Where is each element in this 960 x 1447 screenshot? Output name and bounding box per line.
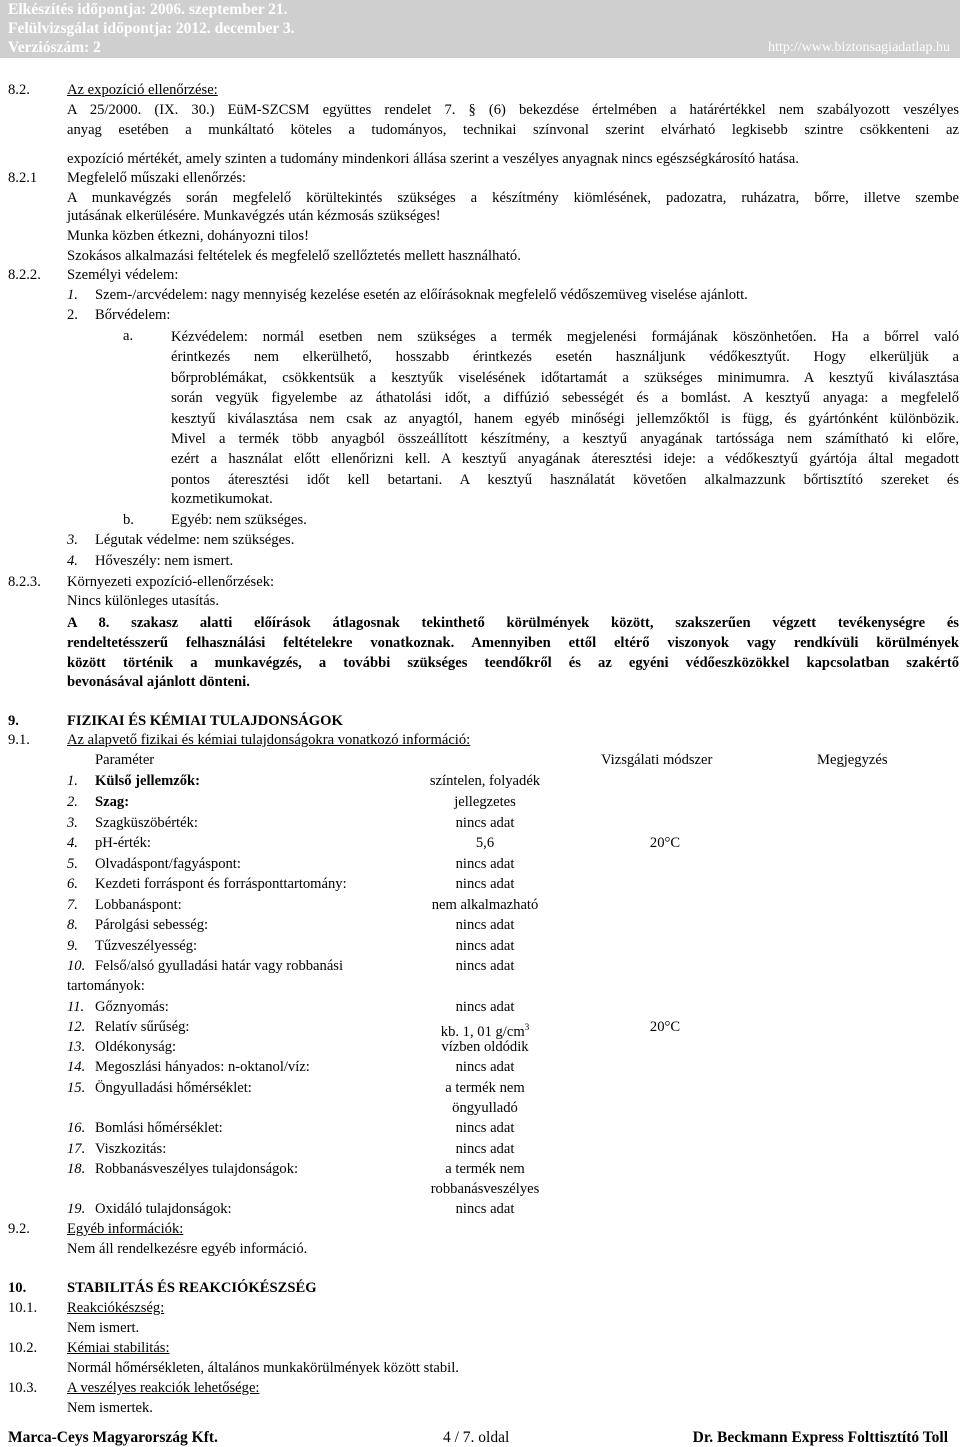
section-title: Megfelelő műszaki ellenőrzés: xyxy=(67,170,247,186)
list-item: Bőrvédelem: xyxy=(95,307,171,323)
property-value xyxy=(380,916,590,935)
paragraph-line: Kézvédelem: normál esetben nem szükséges a termék megjelenési formájának köszönhetően. Ha a bőrrel való xyxy=(171,329,959,345)
section-title: Az expozíció ellenőrzése: xyxy=(67,82,218,98)
property-number: 1. xyxy=(67,773,78,789)
property-value xyxy=(380,1180,590,1199)
property-label: Olvadáspont/fagyáspont: xyxy=(95,856,241,872)
paragraph-line: Nem ismertek. xyxy=(67,1400,153,1416)
property-value xyxy=(380,1058,590,1077)
section-heading: FIZIKAI ÉS KÉMIAI TULAJDONSÁGOK xyxy=(67,713,343,729)
property-label xyxy=(95,772,200,791)
property-label: Relatív sűrűség: xyxy=(95,1019,190,1035)
property-value-text: a termék nem xyxy=(445,1080,525,1096)
property-number: 18. xyxy=(67,1161,86,1177)
page-header xyxy=(0,0,960,58)
property-number: 12. xyxy=(67,1019,86,1035)
section-number: 8.2. xyxy=(8,82,30,98)
property-value-text: a termék nem xyxy=(445,1161,525,1177)
list-number: 4. xyxy=(67,553,78,569)
list-number: 2. xyxy=(67,307,78,323)
paragraph-line: bőrproblémákat, csökkentsük a kesztyűk viselésének időtartamát a szükséges minimumra. A kesztyű kiválasztása xyxy=(171,369,959,386)
property-value-text: nincs adat xyxy=(455,958,515,974)
property-label: Tűzveszélyesség: xyxy=(95,938,198,954)
property-value xyxy=(380,772,590,791)
property-value xyxy=(380,855,590,874)
property-number: 9. xyxy=(67,938,78,954)
section-number: 9.1. xyxy=(8,732,30,748)
property-number: 15. xyxy=(67,1080,86,1096)
section-title: Kémiai stabilitás: xyxy=(67,1340,170,1356)
paragraph-line: Szokásos alkalmazási feltételek és megfelelő szellőztetés mellett használható. xyxy=(67,248,521,264)
property-number: 7. xyxy=(67,897,78,913)
property-number: 13. xyxy=(67,1039,86,1055)
paragraph-line: A munkavégzés során megfelelő körültekintés szükséges a készítmény kiömlésének, padozatra, ruházatra, bőrre, illetve szembe xyxy=(67,190,959,206)
property-method: 20°C xyxy=(649,835,681,851)
property-number: 6. xyxy=(67,876,78,892)
property-value-text: jellegzetes xyxy=(454,794,516,810)
property-value xyxy=(380,896,590,915)
property-value xyxy=(380,1038,590,1057)
section-number: 8.2.1 xyxy=(8,170,38,186)
list-number: 1. xyxy=(67,287,78,303)
property-value-text: nincs adat xyxy=(455,938,515,954)
property-value xyxy=(380,793,590,812)
paragraph-line: expozíció mértékét, amely szinten a tudomány mindenkori állása szerint a veszélyes anyagnak nincs egészségkárosító hatása. xyxy=(67,151,799,167)
paragraph-line: Nem áll rendelkezésre egyéb információ. xyxy=(67,1241,308,1257)
paragraph-line: ezért a használat előtt ellenőrizni kell. A kesztyű anyagának áteresztési ideje: a védőkesztyű gyártója által megadott xyxy=(171,451,959,468)
section-number: 10.1. xyxy=(8,1300,38,1316)
property-value xyxy=(380,1119,590,1138)
property-number: 8. xyxy=(67,917,78,933)
property-number: 16. xyxy=(67,1120,86,1136)
table-header-parameter: Paraméter xyxy=(95,752,155,768)
footer-product: Dr. Beckmann Express Folttisztító Toll xyxy=(692,1429,948,1446)
sublist-item: Egyéb: nem szükséges. xyxy=(171,512,307,528)
property-value-text: 5,6 xyxy=(475,835,495,851)
property-value-text: robbanásveszélyes xyxy=(430,1181,540,1197)
list-number: 3. xyxy=(67,532,78,548)
property-label xyxy=(95,793,129,812)
version-number: Verziószám: 2 xyxy=(8,39,101,56)
property-label: Bomlási hőmérséklet: xyxy=(95,1120,223,1136)
property-value-text: nincs adat xyxy=(455,1201,515,1217)
property-label: Gőznyomás: xyxy=(95,999,169,1015)
section-title: Az alapvető fizikai és kémiai tulajdonságokra vonatkozó információ: xyxy=(67,732,471,748)
section-title: Személyi védelem: xyxy=(67,267,179,283)
source-url: http://www.biztonsagiadatlap.hu xyxy=(768,40,950,55)
paragraph-line: jutásának elkerülésére. Munkavégzés után kézmosás szükséges! xyxy=(67,208,441,224)
section-title: Reakciókészség: xyxy=(67,1300,165,1316)
property-label: Párolgási sebesség: xyxy=(95,917,209,933)
created-date: Elkészítés időpontja: 2006. szeptember 21. xyxy=(8,1,288,18)
section-title: A veszélyes reakciók lehetősége: xyxy=(67,1380,260,1396)
list-item: Szem-/arcvédelem: nagy mennyiség kezelése esetén az előírásoknak megfelelő védőszemüveg viselése ajánlott. xyxy=(95,287,748,303)
property-number: 2. xyxy=(67,794,78,810)
property-value-text: nincs adat xyxy=(455,815,515,831)
bold-paragraph-line: rendeltetésszerű felhasználási feltételekre vonatkoznak. Amennyiben ettől eltérő viszonyok vagy rendkívüli körülmények xyxy=(67,635,959,651)
property-label: Lobbanáspont: xyxy=(95,897,182,913)
paragraph-line: Munka közben étkezni, dohányozni tilos! xyxy=(67,228,309,244)
property-value xyxy=(380,834,590,853)
paragraph-line: anyag esetében a munkáltató köteles a tudományos, technikai színvonal szerint elvárható legkisebb szintre csökkenteni az xyxy=(67,122,959,138)
paragraph-line: érintkezés nem elkerülhető, hosszabb érintkezés esetén használjunk védőkesztyűt. Hogy elkerüljük a xyxy=(171,349,959,366)
paragraph-line: Nem ismert. xyxy=(67,1320,140,1336)
property-label: Robbanásveszélyes tulajdonságok: xyxy=(95,1161,299,1177)
paragraph-line: kesztyű kiválasztása nem csak az anyagtól, hanem egyéb minőségi jellemzőktől is függ, és gyártónként különbözik. xyxy=(171,410,959,427)
property-value xyxy=(380,875,590,894)
section-number: 10.2. xyxy=(8,1340,38,1356)
section-title: Egyéb információk: xyxy=(67,1221,184,1237)
property-label: Felső/alsó gyulladási határ vagy robbanási xyxy=(95,958,344,974)
property-value-text: nem alkalmazható xyxy=(431,897,539,913)
property-number: 3. xyxy=(67,815,78,831)
property-value xyxy=(380,957,590,976)
property-method: 20°C xyxy=(649,1019,681,1035)
property-label: Szagküszöbérték: xyxy=(95,815,198,831)
property-value xyxy=(380,1160,590,1179)
property-number: 19. xyxy=(67,1201,86,1217)
paragraph-line: Nincs különleges utasítás. xyxy=(67,593,219,609)
footer-company: Marca-Ceys Magyarország Kft. xyxy=(8,1429,218,1446)
table-header-method: Vizsgálati módszer xyxy=(601,752,713,768)
property-label-text: Szag: xyxy=(95,794,130,810)
property-value-text: nincs adat xyxy=(455,856,515,872)
property-value-text: nincs adat xyxy=(455,999,515,1015)
property-label: Öngyulladási hőmérséklet: xyxy=(95,1080,252,1096)
paragraph-line: pontos áteresztési időt kell betartani. A kesztyű használatát követően alkalmazzunk bőrtisztító szereket és xyxy=(171,471,959,488)
property-value xyxy=(380,1140,590,1159)
section-number: 10.3. xyxy=(8,1380,38,1396)
bold-paragraph-line: bevonásával ajánlott dönteni. xyxy=(67,674,250,690)
property-value-text: vízben oldódik xyxy=(441,1039,529,1055)
property-value xyxy=(380,1099,590,1118)
footer-page-number: 4 / 7. oldal xyxy=(443,1429,510,1446)
property-number: 10. xyxy=(67,958,86,974)
property-value-text: kb. 1, 01 g/cm xyxy=(440,1023,525,1040)
paragraph-line: A 25/2000. (IX. 30.) EüM-SZCSM együttes rendelet 7. § (6) bekezdése értelmében a határértékkel nem szabályozott veszélyes xyxy=(67,102,959,118)
section-number: 10. xyxy=(8,1280,27,1296)
section-title: Környezeti expozíció-ellenőrzések: xyxy=(67,574,275,590)
property-label: Oldékonyság: xyxy=(95,1039,177,1055)
paragraph-line: Mivel a termék több anyagból összeállított készítmény, a kesztyű anyagának tartóssága nem számítható ki előre, xyxy=(171,431,959,447)
property-label-text: Külső jellemzők: xyxy=(95,773,200,789)
table-header-note: Megjegyzés xyxy=(817,752,888,768)
property-label: Viszkozitás: xyxy=(95,1141,167,1157)
section-heading: STABILITÁS ÉS REAKCIÓKÉSZSÉG xyxy=(67,1280,317,1296)
superscript: 3 xyxy=(524,1022,530,1032)
bold-paragraph-line: között történik a munkavégzés, a további szükséges teendőkről és az egyéni védőeszközökkel kapcsolatban szakértő xyxy=(67,655,959,671)
paragraph-line: Normál hőmérsékleten, általános munkakörülmények között stabil. xyxy=(67,1360,459,1376)
property-value-text: színtelen, folyadék xyxy=(429,773,541,789)
bold-paragraph-line: A 8. szakasz alatti előírások átlagosnak tekinthető körülmények között, szakszerűen végzett tevékenységre és xyxy=(67,615,959,631)
list-item: Légutak védelme: nem szükséges. xyxy=(95,532,295,548)
revision-date: Felülvizsgálat időpontja: 2012. december 3. xyxy=(8,20,295,37)
section-number: 8.2.2. xyxy=(8,267,41,283)
paragraph-line: kozmetikumokat. xyxy=(171,491,273,507)
section-number: 8.2.3. xyxy=(8,574,41,590)
property-number: 14. xyxy=(67,1059,86,1075)
sublist-letter: b. xyxy=(123,512,134,528)
section-number: 9. xyxy=(8,713,19,729)
property-number: 4. xyxy=(67,835,78,851)
property-number: 11. xyxy=(67,999,85,1015)
property-label: Kezdeti forráspont és forrásponttartomány: xyxy=(95,876,347,892)
property-value xyxy=(380,1079,590,1098)
property-number: 5. xyxy=(67,856,78,872)
property-value xyxy=(380,998,590,1017)
property-label: pH-érték: xyxy=(95,835,151,851)
property-label: tartományok: xyxy=(67,978,145,994)
property-value-text: öngyulladó xyxy=(452,1100,518,1116)
property-label: Oxidáló tulajdonságok: xyxy=(95,1201,232,1217)
section-number: 9.2. xyxy=(8,1221,30,1237)
property-value-text: nincs adat xyxy=(455,1141,515,1157)
property-label: Megoszlási hányados: n-oktanol/víz: xyxy=(95,1059,310,1075)
property-value-text: nincs adat xyxy=(455,876,515,892)
property-value-text: nincs adat xyxy=(455,917,515,933)
paragraph-line: során vegyük figyelembe az áthatolási időt, a diffúzió sebességét és a bomlást. A kesztyű anyaga: a megfelelő xyxy=(171,390,959,407)
property-value xyxy=(380,1200,590,1219)
list-item: Hőveszély: nem ismert. xyxy=(95,553,234,569)
property-value xyxy=(380,937,590,956)
property-value xyxy=(380,814,590,833)
sublist-letter: a. xyxy=(123,328,134,344)
property-number: 17. xyxy=(67,1141,86,1157)
property-value-text: nincs adat xyxy=(455,1059,515,1075)
property-value-text: nincs adat xyxy=(455,1120,515,1136)
